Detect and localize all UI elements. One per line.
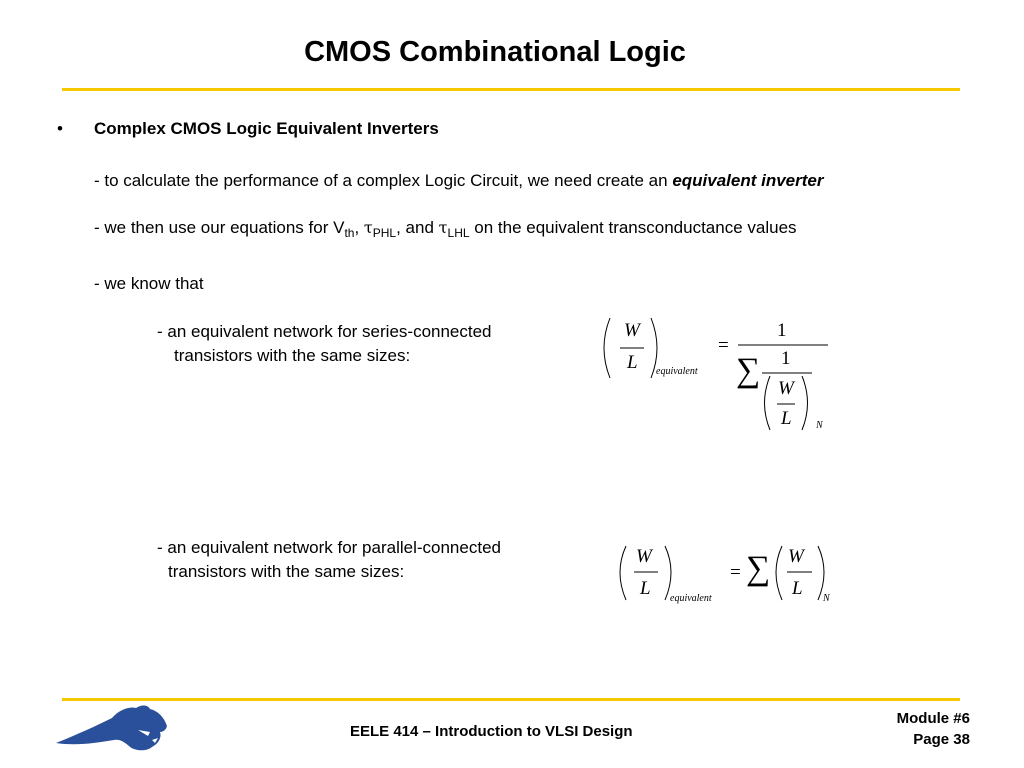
parallel-w-numerator: W xyxy=(636,546,652,567)
parallel-equals-sign: = xyxy=(730,562,741,583)
series-equivalent-subscript: equivalent xyxy=(656,366,698,377)
line1-emphasis: equivalent inverter xyxy=(672,171,824,190)
line1-prefix: - to calculate the performance of a complex Logic Circuit, we need create an xyxy=(94,171,673,190)
series-equation xyxy=(590,310,850,440)
parallel-n-subscript: N xyxy=(823,593,830,604)
bullet-marker: • xyxy=(57,119,63,138)
line2-part-d: on the equivalent transconductance values xyxy=(469,218,797,237)
series-numerator-one: 1 xyxy=(777,320,787,341)
series-n-subscript: N xyxy=(816,420,823,431)
series-w-numerator: W xyxy=(624,320,640,341)
series-inner-l: L xyxy=(781,408,792,429)
section-heading: Complex CMOS Logic Equivalent Inverters xyxy=(94,119,439,138)
parallel-description-line-1: - an equivalent network for parallel-connected xyxy=(157,538,501,557)
series-inner-one: 1 xyxy=(781,348,791,369)
bobcat-logo-icon xyxy=(54,702,172,758)
parallel-equivalent-subscript: equivalent xyxy=(670,593,712,604)
series-inner-w: W xyxy=(778,378,794,399)
top-rule xyxy=(62,88,960,91)
paragraph-line-1 xyxy=(94,171,823,191)
parallel-description-line-2: transistors with the same sizes: xyxy=(168,562,405,581)
line2-part-a: - we then use our equations for V xyxy=(94,218,345,237)
tau-symbol-1: τ xyxy=(363,218,373,237)
parallel-inner-l: L xyxy=(792,578,803,599)
paragraph-line-3: - we know that xyxy=(94,274,204,293)
line2-part-c: , and xyxy=(396,218,439,237)
footer-page-number: Page 38 xyxy=(913,731,970,748)
series-l-denominator: L xyxy=(627,352,638,373)
line2-part-b: , xyxy=(354,218,364,237)
tau-symbol-2: τ xyxy=(438,218,448,237)
vth-subscript: th xyxy=(344,226,355,240)
tau-lhl-subscript: LHL xyxy=(447,226,470,240)
footer-course-title: EELE 414 – Introduction to VLSI Design xyxy=(350,723,633,740)
tau-phl-subscript: PHL xyxy=(372,226,397,240)
parallel-inner-w: W xyxy=(788,546,804,567)
paragraph-line-2 xyxy=(94,218,797,240)
series-equals-sign: = xyxy=(718,335,729,356)
series-sigma: ∑ xyxy=(736,352,761,389)
footer-module-number: Module #6 xyxy=(896,710,970,727)
series-description-line-2: transistors with the same sizes: xyxy=(174,346,411,365)
slide-title: CMOS Combinational Logic xyxy=(304,36,686,68)
parallel-equation xyxy=(610,538,850,610)
series-description-line-1: - an equivalent network for series-connected xyxy=(157,322,492,341)
parallel-sigma: ∑ xyxy=(746,550,771,587)
parallel-l-denominator: L xyxy=(640,578,651,599)
bottom-rule xyxy=(62,698,960,701)
